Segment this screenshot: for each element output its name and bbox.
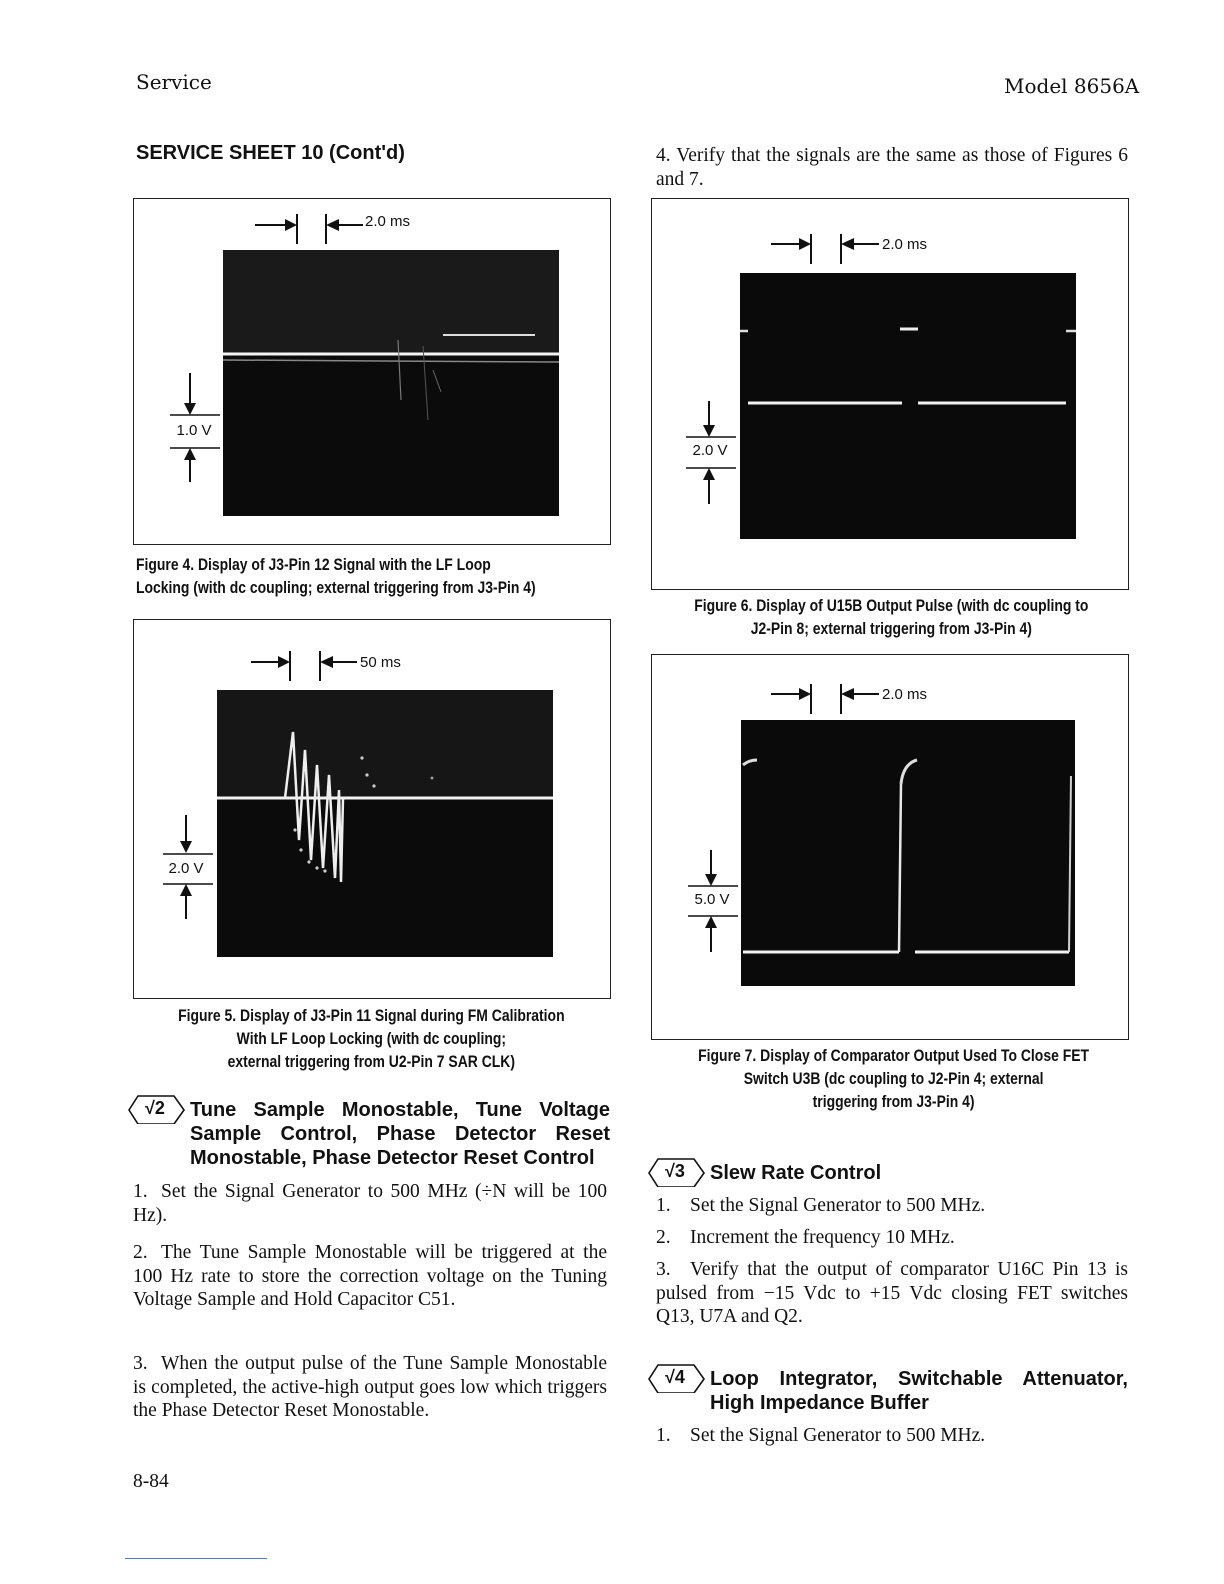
heading-line: Monostable, Phase Detector Reset Control <box>190 1147 595 1169</box>
heading-line: Loop Integrator, Switchable Attenuator, <box>710 1368 1128 1390</box>
caption-line: Locking (with dc coupling; external triggering from J3-Pin 4) <box>136 578 536 597</box>
figure-4-caption <box>136 553 536 599</box>
figure-7-oscilloscope-display <box>741 720 1075 986</box>
step-number: 3. <box>656 1259 671 1280</box>
section-2-step-2 <box>133 1241 607 1312</box>
step-number: 1. <box>133 1181 148 1202</box>
section-2-step-3 <box>133 1352 607 1423</box>
figure-4-volt-scale: 1.0 V <box>176 422 212 439</box>
step-text: 4. Verify that the signals are the same as those of Figures 6 and 7. <box>656 145 1128 190</box>
badge-label: √4 <box>665 1367 685 1387</box>
check-2-badge <box>128 1094 186 1124</box>
figure-5-caption <box>136 1004 607 1073</box>
step-text: Verify that the output of comparator U16C Pin 13 is pulsed from −15 Vdc to +15 Vdc closing FET switches Q13, U7A and Q2. <box>656 1259 1128 1327</box>
step-number: 1. <box>656 1195 671 1216</box>
check-3-badge <box>648 1157 706 1187</box>
figure-5-time-scale: 50 ms <box>360 654 401 671</box>
check-4-badge <box>648 1363 706 1393</box>
caption-line: triggering from J3-Pin 4) <box>812 1092 975 1111</box>
caption-line: external triggering from U2-Pin 7 SAR CLK) <box>227 1052 516 1071</box>
step-text: Set the Signal Generator to 500 MHz. <box>690 1195 986 1216</box>
badge-label: √2 <box>145 1098 165 1118</box>
step-number: 1. <box>656 1425 671 1446</box>
running-header-left: Service <box>136 70 212 94</box>
badge-label: √3 <box>665 1161 685 1181</box>
step-number: 2. <box>133 1242 148 1263</box>
step-text: Set the Signal Generator to 500 MHz (÷N will be 100 Hz). <box>133 1181 607 1226</box>
figure-5-oscilloscope-display <box>217 690 553 957</box>
section-3-step-3 <box>656 1258 1128 1329</box>
figure-7-volt-scale: 5.0 V <box>694 891 730 908</box>
section-2-step-1 <box>133 1180 607 1227</box>
caption-line: J2-Pin 8; external triggering from J3-Pin 4) <box>750 619 1032 638</box>
figure-6-volt-scale: 2.0 V <box>692 442 728 459</box>
caption-line: With LF Loop Locking (with dc coupling; <box>236 1029 507 1048</box>
section-3-step-2 <box>656 1226 1128 1250</box>
figure-5-volt-scale: 2.0 V <box>168 860 204 877</box>
step-text: When the output pulse of the Tune Sample Monostable is completed, the active-high output goes low which triggers the Phase Detector Reset Monostable. <box>133 1353 607 1421</box>
figure-4-oscilloscope-display <box>223 250 559 516</box>
figure-6-time-scale: 2.0 ms <box>882 236 928 253</box>
sheet-title: SERVICE SHEET 10 (Cont'd) <box>136 142 405 164</box>
heading-line: High Impedance Buffer <box>710 1392 929 1414</box>
step-text: Increment the frequency 10 MHz. <box>690 1227 955 1248</box>
footer-rule <box>125 1558 267 1559</box>
step-text: Set the Signal Generator to 500 MHz. <box>690 1425 986 1446</box>
figure-7-time-scale: 2.0 ms <box>882 686 928 703</box>
figure-7-caption <box>664 1044 1123 1113</box>
figure-6-oscilloscope-display <box>740 273 1076 539</box>
step-number: 3. <box>133 1353 148 1374</box>
caption-line: Figure 6. Display of U15B Output Pulse (with dc coupling to <box>694 596 1089 615</box>
caption-line: Figure 5. Display of J3-Pin 11 Signal during FM Calibration <box>178 1006 565 1025</box>
section-2-heading <box>190 1098 610 1170</box>
heading-line: Tune Sample Monostable, Tune Voltage <box>190 1099 610 1121</box>
step-number: 2. <box>656 1227 671 1248</box>
running-header-right: Model 8656A <box>1004 74 1140 98</box>
step-text: The Tune Sample Monostable will be triggered at the 100 Hz rate to store the correction voltage on the Tuning Voltage Sample and Hold Capacitor C51. <box>133 1242 607 1310</box>
section-4-heading <box>710 1367 1128 1415</box>
section-3-step-1 <box>656 1194 1128 1218</box>
heading-line: Sample Control, Phase Detector Reset <box>190 1123 610 1145</box>
section-3-heading: Slew Rate Control <box>710 1162 882 1184</box>
page-number: 8-84 <box>133 1471 169 1492</box>
caption-line: Figure 7. Display of Comparator Output Used To Close FET <box>698 1046 1090 1065</box>
step-4-verify <box>656 144 1128 191</box>
section-4-step-1 <box>656 1424 1128 1448</box>
caption-line: Figure 4. Display of J3-Pin 12 Signal with the LF Loop <box>136 555 491 574</box>
caption-line: Switch U3B (dc coupling to J2-Pin 4; external <box>743 1069 1044 1088</box>
figure-4-time-scale: 2.0 ms <box>365 213 411 230</box>
figure-6-caption <box>656 594 1127 640</box>
